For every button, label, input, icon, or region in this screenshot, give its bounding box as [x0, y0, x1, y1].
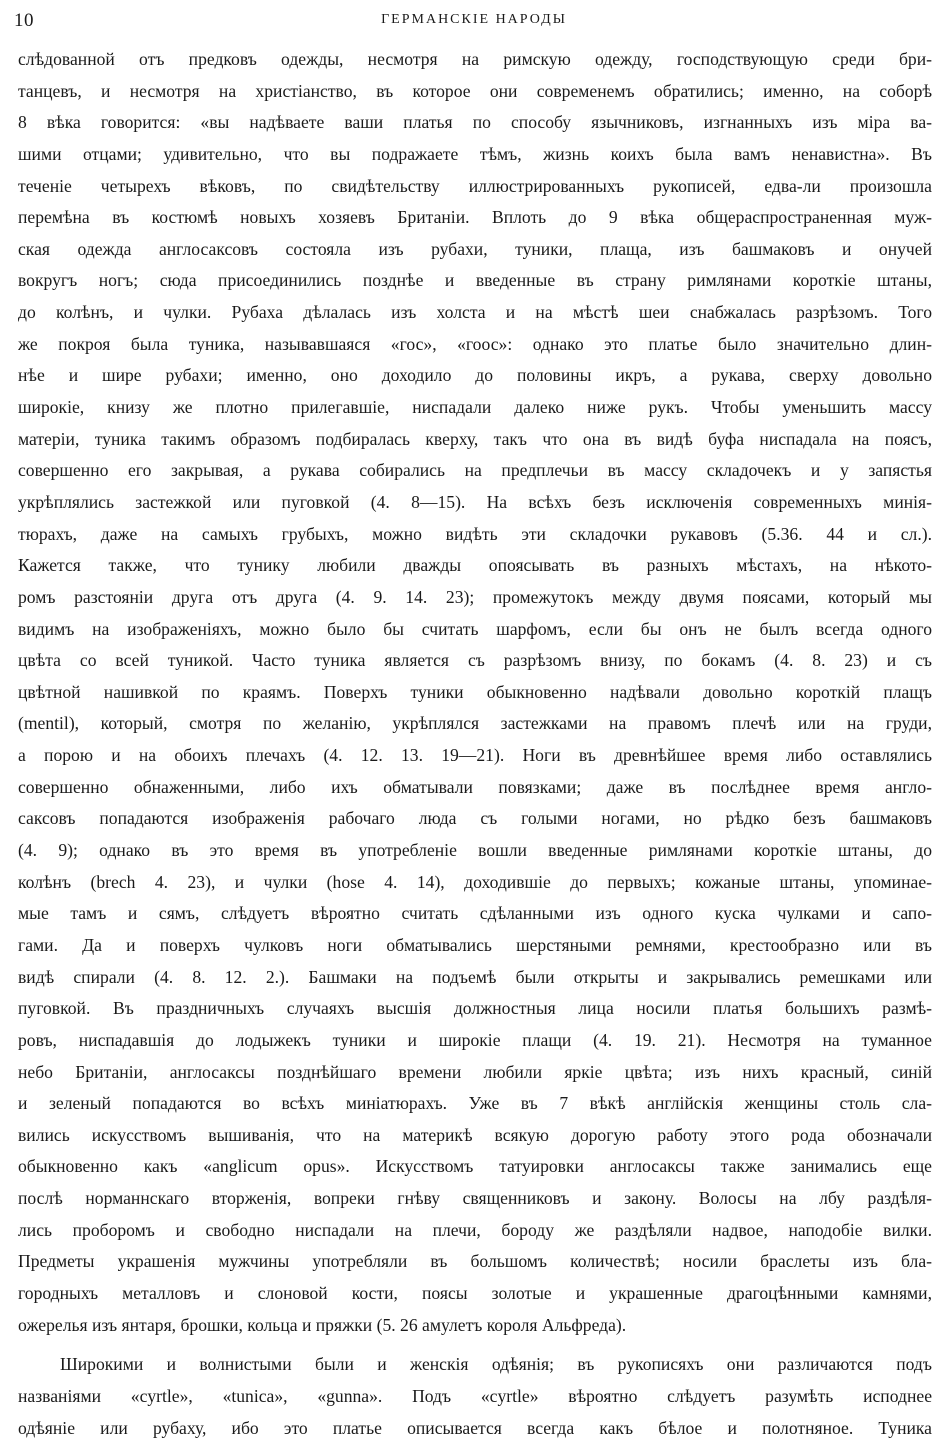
text-line: (4. 9); однако въ это время въ употребленіе вошли введенные римлянами короткіе штаны, до: [18, 840, 932, 861]
text-line: лись проборомъ и свободно ниспадали на плечи, бороду же раздѣляли надвое, наподобіе вилки.: [18, 1219, 932, 1240]
text-line: Предметы украшенія мужчины употребляли въ большомъ количествѣ; носили браслеты изъ бла-: [18, 1251, 932, 1272]
text-line: цвѣтной нашивкой по краямъ. Поверхъ туники обыкновенно надѣвали довольно короткій плащъ: [18, 681, 932, 702]
text-line: теченіе четырехъ вѣковъ, по свидѣтельству иллюстрированныхъ рукописей, едва-ли произошла: [18, 175, 932, 196]
text-line: совершенно обнаженными, либо ихъ обматывали повязками; даже въ послѣднее время англо-: [18, 776, 932, 797]
text-line: Широкими и волнистыми были и женскія одѣянія; въ рукописяхъ они различаются подъ: [60, 1354, 932, 1375]
text-line: матеріи, туника такимъ образомъ подбиралась кверху, такъ что она въ видѣ буфа ниспадала на поясъ,: [18, 428, 932, 449]
text-line: городныхъ металловъ и слоновой кости, поясы золотые и украшенные драгоцѣнными камнями,: [18, 1282, 932, 1303]
text-line: слѣдованной отъ предковъ одежды, несмотря на римскую одежду, господствующую среди бри-: [18, 49, 932, 69]
paragraph-1: [18, 44, 932, 1341]
running-head: [14, 8, 934, 34]
text-line: саксовъ попадаются изображенія рабочаго люда съ голыми ногами, но рѣдко безъ башмаковъ: [18, 808, 932, 829]
text-line: вились искусствомъ вышиванія, что на материкѣ всякую дорогую работу этого рода обозначали: [18, 1124, 932, 1145]
text-line: танцевъ, и несмотря на христіанство, въ которое они современемъ обратились; именно, на соборѣ: [18, 80, 932, 101]
text-line: до колѣнъ, и чулки. Рубаха дѣлалась изъ холста и на мѣстѣ шеи снабжалась разрѣзомъ. Того: [18, 302, 932, 323]
text-line: цвѣта со всей туникой. Часто туника является съ разрѣзомъ внизу, по бокамъ (4. 8. 23) и съ: [18, 650, 932, 671]
text-line: тюрахъ, даже на самыхъ грубыхъ, можно видѣть эти складочки рукавовъ (5.36. 44 и сл.).: [18, 523, 932, 544]
text-line: и зеленый попадаются во всѣхъ миніатюрахъ. Уже въ 7 вѣкѣ англійскія женщины столь сла-: [18, 1093, 932, 1114]
text-line: же покроя была туника, называвшаяся «гос», «гоос»: однако это платье было значительно длин-: [18, 333, 932, 354]
text-line: колѣнъ (brech 4. 23), и чулки (hose 4. 14), доходившіе до первыхъ; кожаные штаны, упоминае-: [18, 871, 932, 892]
paragraph-gap: [18, 1341, 932, 1349]
body-text: [18, 44, 932, 1444]
text-line: Кажется также, что тунику любили дважды опоясывать въ разныхъ мѣстахъ, на нѣкото-: [18, 555, 932, 576]
text-line: небо Британіи, англосаксы позднѣйшаго времени любили яркіе цвѣта; изъ нихъ красный, синій: [18, 1061, 932, 1082]
text-line: ровъ, ниспадавшія до лодыжекъ туники и широкіе плащи (4. 19. 21). Несмотря на туманное: [18, 1029, 932, 1050]
text-line: мые тамъ и сямъ, слѣдуетъ вѣроятно считать сдѣланными изъ одного куска чулками и сапо-: [18, 903, 932, 924]
text-line: укрѣплялись застежкой или пуговкой (4. 8—15). На всѣхъ безъ исключенія современныхъ минія-: [18, 491, 932, 512]
text-line: одѣяніе или рубаху, ибо это платье описывается всегда какъ бѣлое и полотняное. Туника: [18, 1417, 932, 1438]
text-line: перемѣна въ костюмѣ новыхъ хозяевъ Британіи. Вплоть до 9 вѣка общераспространенная муж-: [18, 207, 932, 228]
text-line: видимъ на изображеніяхъ, можно было бы считать шарфомъ, если бы онъ не былъ всегда одного: [18, 618, 932, 639]
text-line: послѣ норманнскаго вторженія, вопреки гнѣву священниковъ и закону. Волосы на лбу раздѣля-: [18, 1188, 932, 1209]
text-line: ромъ разстояніи друга отъ друга (4. 9. 14. 23); промежутокъ между двумя поясами, который мы: [18, 586, 932, 607]
text-line: широкіе, книзу же плотно прилегавшіе, ниспадали далеко ниже рукъ. Чтобы уменьшить массу: [18, 397, 932, 418]
text-line: совершенно его закрывая, а рукава собирались на предплечьи въ массу складочекъ и у запястья: [18, 460, 932, 481]
text-line: шими отцами; удивительно, что вы подражаете тѣмъ, жизнь коихъ была вамъ ненавистна». Въ: [18, 143, 932, 164]
text-line: вокругъ ногъ; сюда присоединились позднѣе и введенные въ страну римлянами короткіе штаны,: [18, 270, 932, 291]
text-line: а порою и на обоихъ плечахъ (4. 12. 13. 19—21). Ноги въ древнѣйшее время либо оставлялись: [18, 745, 932, 766]
text-line: нѣе и шире рубахи; именно, оно доходило до половины икръ, а рукава, сверху довольно: [18, 365, 932, 386]
text-line: ская одежда англосаксовъ состояла изъ рубахи, туники, плаща, изъ башмаковъ и онучей: [18, 238, 932, 259]
text-line: пуговкой. Въ праздничныхъ случаяхъ высшія должностныя лица носили платья большихъ размѣ-: [18, 998, 932, 1019]
text-line: 8 вѣка говорится: «вы надѣваете ваши платья по способу язычниковъ, изгнанныхъ изъ міра ва-: [18, 112, 932, 133]
text-line: ожерелья изъ янтаря, брошки, кольца и пряжки (5. 26 амулетъ короля Альфреда).: [18, 1314, 627, 1335]
text-line: обыкновенно какъ «anglicum opus». Искусствомъ татуировки англосаксы также занимались еще: [18, 1156, 932, 1177]
page-number: 10: [14, 10, 34, 31]
header-title: ГЕРМАНСКІЕ НАРОДЫ: [381, 12, 567, 27]
paragraph-2: [18, 1349, 932, 1444]
text-line: названіями «cyrtle», «tunica», «gunna». Подъ «cyrtle» вѣроятно слѣдуетъ разумѣть исподнее: [18, 1385, 932, 1406]
text-line: гами. Да и поверхъ чулковъ ноги обматывались шерстяными ремнями, крестообразно или въ: [18, 934, 932, 955]
text-line: (mentil), который, смотря по желанію, укрѣплялся застежками на правомъ плечѣ или на груди,: [18, 713, 932, 734]
text-line: видѣ спирали (4. 8. 12. 2.). Башмаки на подъемѣ были открыты и закрывались ремешками или: [18, 966, 932, 987]
